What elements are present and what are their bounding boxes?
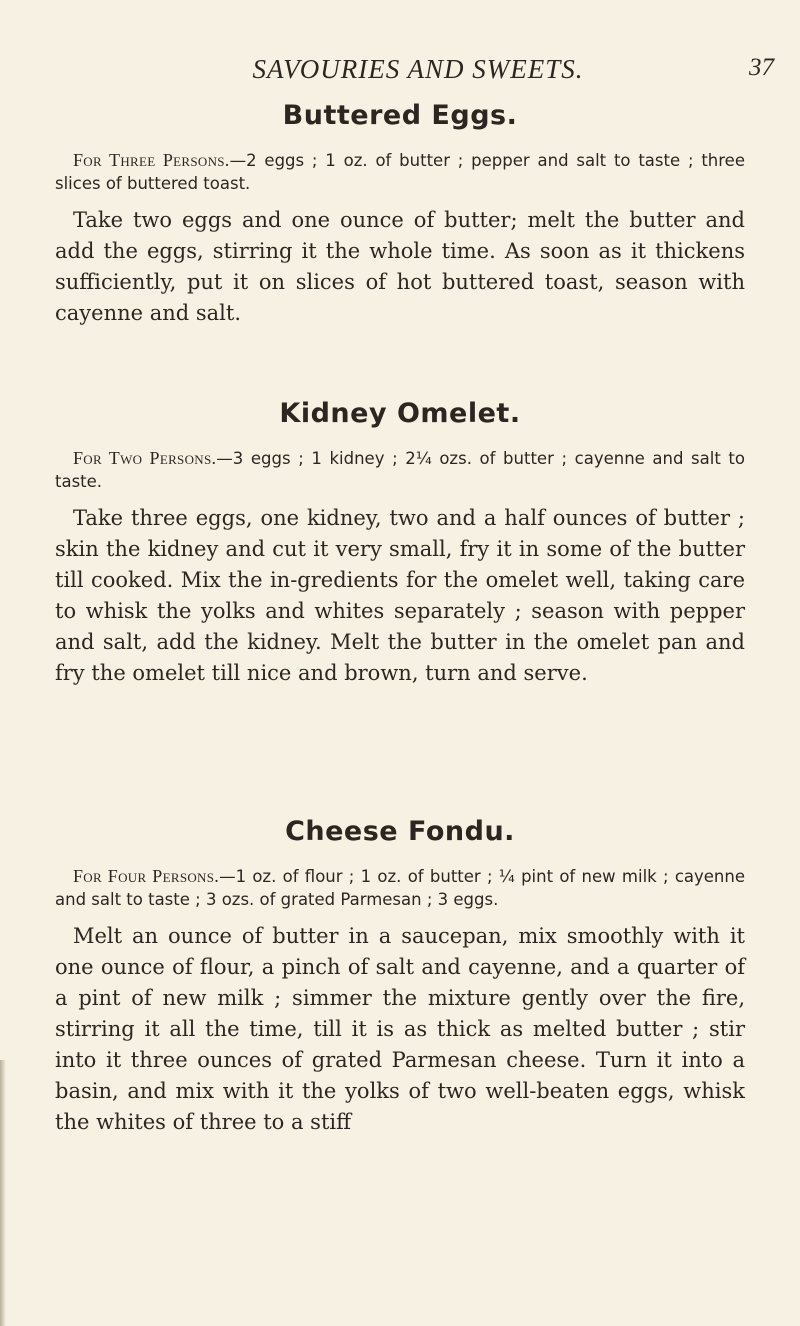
recipe-ingredients: [55, 447, 745, 493]
page-number: 37: [749, 54, 774, 81]
recipe-title: Buttered Eggs.: [282, 100, 518, 131]
recipe-title: Kidney Omelet.: [279, 398, 521, 429]
recipe-title: Cheese Fondu.: [285, 816, 515, 847]
recipe-kidney-omelet: [55, 398, 745, 689]
ingredients-text: —1 oz. of flour ; 1 oz. of butter ; ¼ pint of new milk ; cayenne and salt to taste ; 3 ozs. of grated Parmesan ; 3 eggs.: [55, 867, 745, 909]
page-edge-shadow: [0, 1060, 6, 1326]
serving-lead: For Two Persons.: [73, 448, 217, 468]
recipe-ingredients: [55, 865, 745, 911]
recipe-ingredients: [55, 149, 745, 195]
ingredients-text: —2 eggs ; 1 oz. of butter ; pepper and salt to taste ; three slices of buttered toast.: [55, 151, 745, 193]
ingredients-text: —3 eggs ; 1 kidney ; 2¼ ozs. of butter ; cayenne and salt to taste.: [55, 449, 745, 491]
running-head: SAVOURIES AND SWEETS.: [252, 54, 584, 84]
recipe-buttered-eggs: [55, 100, 745, 329]
serving-lead: For Three Persons.: [73, 150, 230, 170]
recipe-method: Take two eggs and one ounce of butter; melt the butter and add the eggs, stirring it the whole time. As soon as it thickens sufficiently, put it on slices of hot buttered toast, season with cayenne and salt.: [55, 208, 745, 325]
recipe-method: Take three eggs, one kidney, two and a half ounces of butter ; skin the kidney and cut it very small, fry it in some of the butter till cooked. Mix the in-gredients for the omelet well, taking care to whisk the yolks and whites separately ; season with pepper and salt, add the kidney. Melt the butter in the omelet pan and fry the omelet till nice and brown, turn and serve.: [55, 506, 745, 685]
recipe-method: Melt an ounce of butter in a saucepan, mix smoothly with it one ounce of flour, a pinch of salt and cayenne, and a quarter of a pint of new milk ; simmer the mixture gently over the fire, stirring it all the time, till it is as thick as melted butter ; stir into it three ounces of grated Parmesan cheese. Turn it into a basin, and mix with it the yolks of two well-beaten eggs, whisk the whites of three to a stiff: [55, 924, 745, 1134]
recipe-cheese-fondu: [55, 816, 745, 1138]
serving-lead: For Four Persons.: [73, 866, 220, 886]
